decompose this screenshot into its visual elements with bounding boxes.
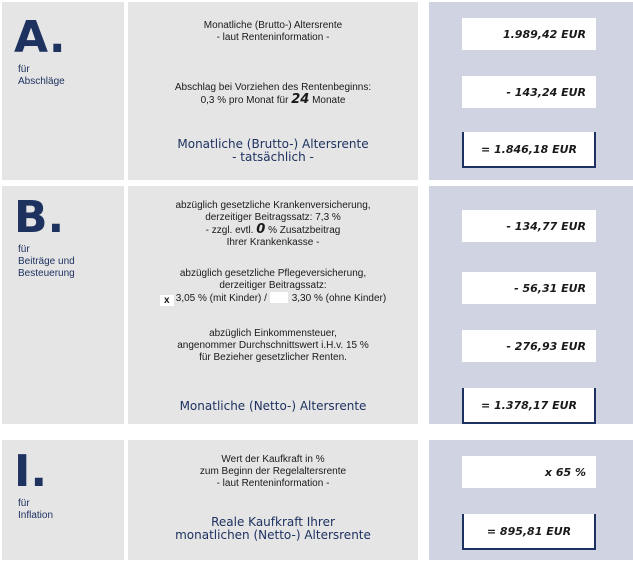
section-b-sublabel: für Beiträge und Besteuerung — [18, 244, 75, 279]
section-i-letter: I. — [14, 446, 48, 497]
gross-pension-label: Monatliche (Brutto-) Altersrente - laut Renteninformation - — [203, 20, 343, 43]
gross-pension-value: 1.989,42 EUR — [462, 18, 596, 50]
net-pension-label: Monatliche (Netto-) Altersrente — [179, 399, 367, 413]
real-purchasing-power-value: = 895,81 EUR — [462, 514, 596, 550]
health-insurance-value: - 134,77 EUR — [462, 210, 596, 242]
section-a-sublabel: für Abschläge — [18, 64, 65, 87]
actual-gross-pension-label: Monatliche (Brutto-) Altersrente - tatsächlich - — [177, 137, 369, 164]
care-insurance-label: abzüglich gesetzliche Pflegeversicherung, derzeitiger Beitragssatz: x 3,05 % (mit Kinder) / 3,30 % (ohne Kinder) — [128, 268, 418, 306]
section-a-letter: A. — [14, 12, 66, 63]
months-value[interactable]: 24 — [291, 92, 310, 107]
income-tax-label: abzüglich Einkommensteuer, angenommer Durchschnittswert i.H.v. 15 % für Bezieher gesetzlicher Renten. — [177, 328, 369, 363]
health-insurance-label: abzüglich gesetzliche Krankenversicherung, derzeitiger Beitragssatz: 7,3 % - zzgl. evtl. 0 % Zusatzbeitrag Ihrer Krankenkasse - — [175, 200, 371, 248]
actual-gross-pension-value: = 1.846,18 EUR — [462, 132, 596, 168]
care-insurance-value: - 56,31 EUR — [462, 272, 596, 304]
without-children-checkbox[interactable] — [270, 292, 288, 303]
section-b-letter: B. — [14, 192, 65, 243]
section-i-sublabel: für Inflation — [18, 498, 54, 521]
additional-contribution-value[interactable]: 0 — [256, 222, 266, 237]
with-children-checkbox[interactable]: x — [160, 295, 174, 306]
purchasing-power-value: x 65 % — [462, 456, 596, 488]
real-purchasing-power-label: Reale Kaufkraft Ihrer monatlichen (Netto-) Altersrente — [175, 515, 371, 542]
net-pension-value: = 1.378,17 EUR — [462, 388, 596, 424]
purchasing-power-label: Wert der Kaufkraft in % zum Beginn der Regelaltersrente - laut Renteninformation - — [199, 454, 347, 489]
early-retirement-deduction-label: Abschlag bei Vorziehen des Rentenbeginns: 0,3 % pro Monat für 24 Monate — [174, 82, 372, 107]
deduction-value: - 143,24 EUR — [462, 76, 596, 108]
income-tax-value: - 276,93 EUR — [462, 330, 596, 362]
